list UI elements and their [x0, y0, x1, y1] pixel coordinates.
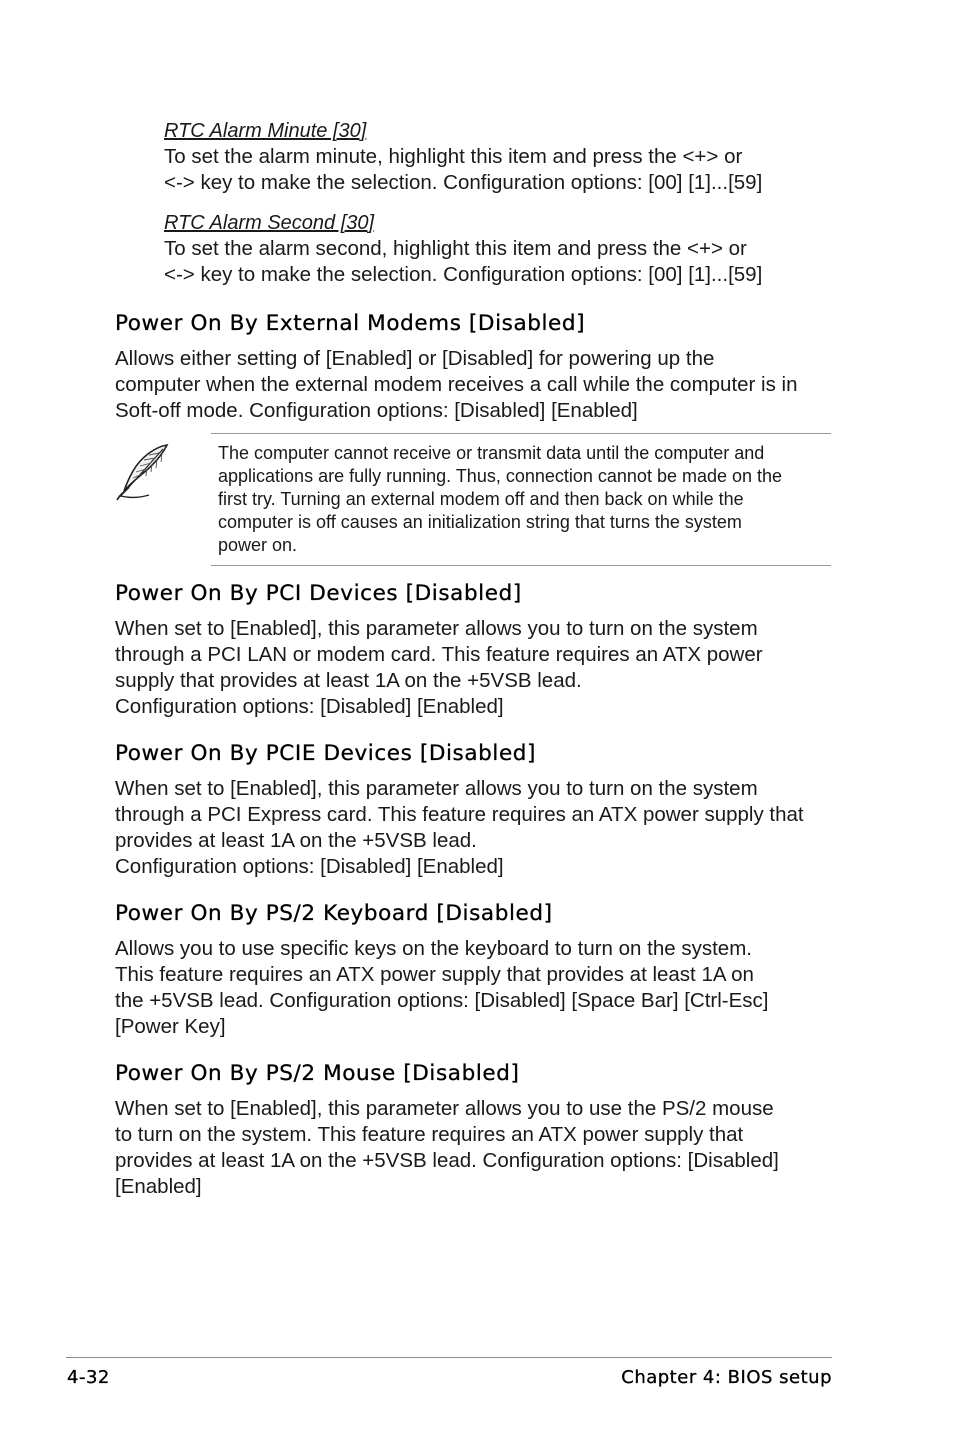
section-ps2-keyboard	[115, 900, 835, 1040]
subsection-body-line: <-> key to make the selection. Configuration options: [00] [1]...[59]	[164, 171, 763, 194]
section-heading: Power On By PS/2 Keyboard [Disabled]	[115, 901, 553, 926]
section-body-line: computer when the external modem receives a call while the computer is in	[115, 373, 798, 396]
subsection-body-line: <-> key to make the selection. Configuration options: [00] [1]...[59]	[164, 263, 763, 286]
note-bottom-rule	[211, 565, 831, 566]
subsection-rtc-alarm-minute	[164, 118, 844, 196]
section-heading: Power On By External Modems [Disabled]	[115, 311, 586, 336]
section-body-line: When set to [Enabled], this parameter allows you to turn on the system	[115, 617, 758, 640]
page-number: 4-32	[67, 1367, 110, 1388]
subsection-title: RTC Alarm Minute [30]	[164, 120, 367, 142]
note-line: The computer cannot receive or transmit data until the computer and	[218, 443, 765, 463]
section-body-line: When set to [Enabled], this parameter allows you to turn on the system	[115, 777, 758, 800]
note-line: first try. Turning an external modem off and then back on while the	[218, 489, 744, 509]
footer-rule	[66, 1357, 832, 1358]
section-body-line: supply that provides at least 1A on the +5VSB lead.	[115, 669, 582, 692]
subsection-rtc-alarm-second	[164, 210, 844, 288]
subsection-body-line: To set the alarm second, highlight this item and press the <+> or	[164, 237, 747, 260]
note-top-rule	[211, 433, 831, 434]
subsection-body-line: To set the alarm minute, highlight this item and press the <+> or	[164, 145, 743, 168]
note-box	[115, 433, 831, 565]
section-body-line: When set to [Enabled], this parameter allows you to use the PS/2 mouse	[115, 1097, 774, 1120]
section-pcie-devices	[115, 740, 835, 880]
subsection-title: RTC Alarm Second [30]	[164, 212, 375, 234]
section-body-line: provides at least 1A on the +5VSB lead.	[115, 829, 477, 852]
section-body-line: the +5VSB lead. Configuration options: [Disabled] [Space Bar] [Ctrl-Esc]	[115, 989, 769, 1012]
section-body-line: to turn on the system. This feature requires an ATX power supply that	[115, 1123, 744, 1146]
feather-pen-icon	[115, 441, 173, 501]
section-external-modems	[115, 310, 835, 424]
section-ps2-mouse	[115, 1060, 835, 1200]
section-heading: Power On By PS/2 Mouse [Disabled]	[115, 1061, 520, 1086]
section-body-line: provides at least 1A on the +5VSB lead. Configuration options: [Disabled]	[115, 1149, 779, 1172]
note-text	[218, 442, 823, 557]
section-heading: Power On By PCIE Devices [Disabled]	[115, 741, 537, 766]
section-body-line: through a PCI LAN or modem card. This feature requires an ATX power	[115, 643, 763, 666]
section-heading: Power On By PCI Devices [Disabled]	[115, 581, 522, 606]
section-body-line: [Power Key]	[115, 1015, 226, 1038]
section-body-line: through a PCI Express card. This feature requires an ATX power supply that	[115, 803, 804, 826]
section-body-line: Allows either setting of [Enabled] or [Disabled] for powering up the	[115, 347, 715, 370]
note-line: computer is off causes an initialization string that turns the system	[218, 512, 742, 532]
section-pci-devices	[115, 580, 835, 720]
section-body-line: Configuration options: [Disabled] [Enabled]	[115, 695, 504, 718]
note-line: applications are fully running. Thus, connection cannot be made on the	[218, 466, 783, 486]
section-body-line: Configuration options: [Disabled] [Enabled]	[115, 855, 504, 878]
note-line: power on.	[218, 535, 298, 555]
section-body-line: This feature requires an ATX power supply that provides at least 1A on	[115, 963, 754, 986]
chapter-title: Chapter 4: BIOS setup	[621, 1367, 832, 1388]
section-body-line: Soft-off mode. Configuration options: [Disabled] [Enabled]	[115, 399, 638, 422]
section-body-line: Allows you to use specific keys on the keyboard to turn on the system.	[115, 937, 752, 960]
section-body-line: [Enabled]	[115, 1175, 202, 1198]
